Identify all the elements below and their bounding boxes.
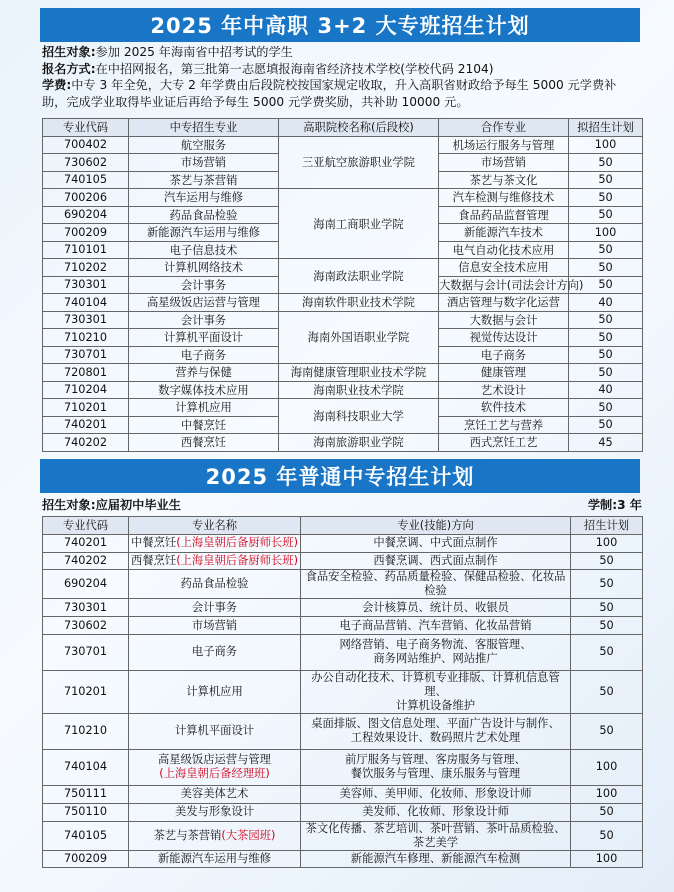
- cell-name: [129, 785, 301, 803]
- cell-college: 海南职业技术学院: [279, 381, 439, 399]
- intro-text: 在中招网报名，第三批第一志愿填报海南省经济技术学校(学校代码 2104): [95, 61, 494, 76]
- cell-code: 730301: [43, 599, 129, 617]
- table-row: [43, 599, 643, 617]
- cell-direction: [301, 850, 571, 868]
- major-note: (上海皇朝后备经理班): [159, 767, 270, 781]
- cell-partner: 汽车检测与维修技术: [439, 189, 569, 207]
- cell-name: [129, 570, 301, 599]
- cell-major: 数字媒体技术应用: [129, 381, 279, 399]
- cell-code: 730602: [43, 617, 129, 635]
- intro-text: 中专 3 年全免，大专 2 年学费由后段院校按国家规定收取，升入高职省财政给予每生 5000 元学费补: [71, 78, 617, 92]
- cell-plan: 50: [571, 713, 643, 749]
- intro-method: [42, 61, 642, 78]
- cell-plan: 50: [569, 189, 643, 207]
- intro-fee: [42, 77, 642, 94]
- cell-plan: 50: [571, 821, 643, 850]
- table-row: [43, 552, 643, 570]
- cell-major: 计算机平面设计: [129, 329, 279, 347]
- major-name: 西餐烹饪: [131, 553, 177, 567]
- cell-partner: 大数据与会计(司法会计方向): [439, 276, 569, 294]
- direction-line: 桌面排版、图文信息处理、平面广告设计与制作、: [311, 717, 560, 731]
- cell-direction: [301, 634, 571, 670]
- header-partner: 合作专业: [439, 119, 569, 137]
- cell-partner: 电子商务: [439, 346, 569, 364]
- major-name: 计算机应用: [186, 684, 243, 698]
- cell-name: [129, 552, 301, 570]
- table-row: [43, 713, 643, 749]
- header-direction: 专业(技能)方向: [301, 517, 571, 535]
- cell-college: 三亚航空旅游职业学院: [279, 136, 439, 189]
- cell-plan: 50: [569, 416, 643, 434]
- table-row: [43, 364, 643, 382]
- cell-major: 药品食品检验: [129, 206, 279, 224]
- cell-name: [129, 713, 301, 749]
- table-row: [43, 311, 643, 329]
- major-name: 计算机平面设计: [174, 724, 255, 738]
- cell-major: 高星级饭店运营与管理: [129, 294, 279, 312]
- direction-line: 计算机设备维护: [395, 698, 476, 712]
- cell-code: 710202: [43, 259, 129, 277]
- direction-line: 新能源汽车修理、新能源汽车检测: [350, 851, 521, 865]
- table-row: [43, 803, 643, 821]
- cell-partner: 市场营销: [439, 154, 569, 172]
- major-name: 电子商务: [191, 645, 238, 659]
- direction-line: 美容师、美甲师、化妆师、形象设计师: [339, 787, 532, 801]
- major-name: 中餐烹饪: [131, 536, 177, 550]
- cell-direction: [301, 552, 571, 570]
- cell-plan: 50: [569, 154, 643, 172]
- cell-plan: 100: [571, 749, 643, 785]
- cell-code: 740104: [43, 749, 129, 785]
- cell-plan: 50: [569, 171, 643, 189]
- cell-partner: 机场运行服务与管理: [439, 136, 569, 154]
- cell-plan: 100: [569, 224, 643, 242]
- cell-code: 740201: [43, 534, 129, 552]
- cell-code: 710101: [43, 241, 129, 259]
- cell-major: 计算机应用: [129, 399, 279, 417]
- cell-code: 730701: [43, 346, 129, 364]
- direction-line: 办公自动化技术、计算机专业排版、计算机信息管理、: [311, 670, 560, 698]
- cell-partner: 健康管理: [439, 364, 569, 382]
- cell-college: 海南科技职业大学: [279, 399, 439, 434]
- cell-plan: 40: [569, 381, 643, 399]
- cell-plan: 100: [571, 850, 643, 868]
- cell-name: [129, 670, 301, 713]
- cell-major: 航空服务: [129, 136, 279, 154]
- cell-plan: 50: [571, 552, 643, 570]
- cell-code: 740202: [43, 552, 129, 570]
- cell-code: 730602: [43, 154, 129, 172]
- cell-code: 710201: [43, 399, 129, 417]
- header-plan: 拟招生计划: [569, 119, 643, 137]
- cell-code: 720801: [43, 364, 129, 382]
- cell-college: 海南健康管理职业技术学院: [279, 364, 439, 382]
- table-row: [43, 785, 643, 803]
- cell-plan: 50: [569, 364, 643, 382]
- cell-college: 海南政法职业学院: [279, 259, 439, 294]
- cell-college: 海南旅游职业学院: [279, 434, 439, 452]
- cell-code: 690204: [43, 206, 129, 224]
- header-college: 高职院校名称(后段校): [279, 119, 439, 137]
- table-row: [43, 749, 643, 785]
- header-code: 专业代码: [43, 517, 129, 535]
- cell-major: 西餐烹饪: [129, 434, 279, 452]
- cell-major: 中餐烹饪: [129, 416, 279, 434]
- intro-label: 报名方式:: [42, 61, 96, 76]
- cell-direction: [301, 599, 571, 617]
- table-row: [43, 821, 643, 850]
- table-row: [43, 399, 643, 417]
- header-plan: 招生计划: [571, 517, 643, 535]
- cell-code: 740104: [43, 294, 129, 312]
- cell-code: 700402: [43, 136, 129, 154]
- major-name: 美发与形象设计: [174, 805, 255, 819]
- table-row: [43, 294, 643, 312]
- direction-line: 工程效果设计、数码照片艺术处理: [350, 731, 521, 745]
- cell-plan: 50: [571, 570, 643, 599]
- cell-partner: 新能源汽车技术: [439, 224, 569, 242]
- cell-major: 营养与保健: [129, 364, 279, 382]
- table-header-row: [43, 517, 643, 535]
- direction-line: 餐饮服务与管理、康乐服务与管理: [350, 767, 521, 781]
- cell-direction: [301, 749, 571, 785]
- cell-name: [129, 617, 301, 635]
- section1-title: 2025 年中高职 3+2 大专班招生计划: [40, 8, 640, 42]
- cell-code: 710204: [43, 381, 129, 399]
- intro-label: 学费:: [42, 78, 72, 92]
- cell-name: [129, 803, 301, 821]
- cell-direction: [301, 534, 571, 552]
- cell-plan: 50: [571, 617, 643, 635]
- cell-code: 710201: [43, 670, 129, 713]
- cell-name: [129, 821, 301, 850]
- major-note: (上海皇朝后备厨师长班): [176, 553, 298, 567]
- cell-name: [129, 749, 301, 785]
- cell-college: 海南软件职业技术学院: [279, 294, 439, 312]
- cell-plan: 50: [571, 634, 643, 670]
- cell-plan: 50: [571, 670, 643, 713]
- major-name: 茶艺与茶营销: [153, 828, 222, 842]
- cell-major: 市场营销: [129, 154, 279, 172]
- major-name: 会计事务: [191, 600, 238, 614]
- cell-major: 会计事务: [129, 276, 279, 294]
- cell-code: 740105: [43, 171, 129, 189]
- intro-text: 参加 2025 年海南省中招考试的学生: [95, 45, 293, 59]
- table-row: [43, 534, 643, 552]
- cell-code: 730301: [43, 311, 129, 329]
- direction-line: 商务网站维护、网站推广: [373, 652, 498, 666]
- cell-plan: 40: [569, 294, 643, 312]
- intro-fee-cont: 助，完成学业取得毕业证后再给予每生 5000 元学费奖励，共补助 10000 元。: [42, 94, 469, 109]
- cell-partner: 西式烹饪工艺: [439, 434, 569, 452]
- cell-code: 700209: [43, 224, 129, 242]
- cell-plan: 100: [571, 785, 643, 803]
- cell-code: 740202: [43, 434, 129, 452]
- table-row: [43, 570, 643, 599]
- cell-plan: 50: [569, 399, 643, 417]
- section2-duration: 学制:3 年: [587, 498, 642, 512]
- table-3plus2-plan: [42, 118, 643, 452]
- cell-plan: 45: [569, 434, 643, 452]
- cell-name: [129, 634, 301, 670]
- cell-plan: 50: [569, 276, 643, 294]
- direction-line: 前厅服务与管理、客房服务与管理、: [345, 753, 526, 767]
- cell-college: 海南工商职业学院: [279, 189, 439, 259]
- cell-code: 740201: [43, 416, 129, 434]
- cell-direction: [301, 617, 571, 635]
- cell-major: 会计事务: [129, 311, 279, 329]
- cell-direction: [301, 570, 571, 599]
- cell-plan: 50: [569, 259, 643, 277]
- cell-code: 750110: [43, 803, 129, 821]
- cell-name: [129, 534, 301, 552]
- cell-major: 电子商务: [129, 346, 279, 364]
- table-row: [43, 634, 643, 670]
- direction-line: 电子商品营销、汽车营销、化妆品营销: [339, 618, 532, 632]
- cell-code: 700206: [43, 189, 129, 207]
- table-row: [43, 434, 643, 452]
- direction-line: 网络营销、电子商务物流、客服管理、: [339, 638, 532, 652]
- cell-direction: [301, 713, 571, 749]
- cell-name: [129, 850, 301, 868]
- cell-plan: 50: [571, 599, 643, 617]
- header-name: 专业名称: [129, 517, 301, 535]
- direction-line: 茶文化传播、茶艺培训、茶叶营销、茶叶品质检验、茶艺美学: [305, 821, 566, 849]
- cell-major: 电子信息技术: [129, 241, 279, 259]
- cell-college: 海南外国语职业学院: [279, 311, 439, 364]
- cell-major: 新能源汽车运用与维修: [129, 224, 279, 242]
- table-row: [43, 259, 643, 277]
- cell-direction: [301, 803, 571, 821]
- intro-target: [42, 44, 642, 61]
- cell-plan: 100: [569, 136, 643, 154]
- direction-line: 中餐烹调、中式面点制作: [373, 536, 498, 550]
- table-row: [43, 136, 643, 154]
- cell-partner: 大数据与会计: [439, 311, 569, 329]
- table-secondary-plan: [42, 516, 643, 868]
- cell-partner: 软件技术: [439, 399, 569, 417]
- intro-label: 招生对象:: [42, 45, 96, 59]
- cell-plan: 50: [569, 311, 643, 329]
- cell-code: 750111: [43, 785, 129, 803]
- table-row: [43, 189, 643, 207]
- cell-major: 茶艺与茶营销: [129, 171, 279, 189]
- cell-major: 计算机网络技术: [129, 259, 279, 277]
- cell-code: 730301: [43, 276, 129, 294]
- cell-code: 710210: [43, 329, 129, 347]
- section1-intro: [42, 44, 642, 110]
- cell-code: 700209: [43, 850, 129, 868]
- cell-plan: 50: [569, 346, 643, 364]
- table-row: [43, 670, 643, 713]
- major-note: (上海皇朝后备厨师长班): [176, 536, 298, 550]
- major-name: 高星级饭店运营与管理: [158, 753, 271, 767]
- major-name: 新能源汽车运用与维修: [158, 851, 271, 865]
- cell-major: 汽车运用与维修: [129, 189, 279, 207]
- cell-plan: 100: [571, 534, 643, 552]
- cell-plan: 50: [569, 329, 643, 347]
- direction-line: 食品安全检验、药品质量检验、保健品检验、化妆品检验: [305, 570, 566, 598]
- major-note: (大茶园班): [221, 828, 276, 842]
- cell-code: 740105: [43, 821, 129, 850]
- cell-partner: 烹饪工艺与营养: [439, 416, 569, 434]
- header-code: 专业代码: [43, 119, 129, 137]
- table-row: [43, 617, 643, 635]
- direction-line: 美发师、化妆师、形象设计师: [362, 805, 509, 819]
- cell-direction: [301, 670, 571, 713]
- section2-target: 招生对象:应届初中毕业生: [42, 498, 181, 512]
- cell-code: 690204: [43, 570, 129, 599]
- cell-partner: 食品药品监督管理: [439, 206, 569, 224]
- cell-code: 730701: [43, 634, 129, 670]
- cell-partner: 视觉传达设计: [439, 329, 569, 347]
- cell-partner: 艺术设计: [439, 381, 569, 399]
- cell-plan: 50: [569, 241, 643, 259]
- cell-code: 710210: [43, 713, 129, 749]
- section2-title: 2025 年普通中专招生计划: [40, 459, 640, 493]
- header-major: 中专招生专业: [129, 119, 279, 137]
- cell-partner: 信息安全技术应用: [439, 259, 569, 277]
- cell-direction: [301, 785, 571, 803]
- cell-partner: 电气自动化技术应用: [439, 241, 569, 259]
- direction-line: 会计核算员、统计员、收银员: [362, 600, 509, 614]
- cell-partner: 茶艺与茶文化: [439, 171, 569, 189]
- cell-plan: 50: [569, 206, 643, 224]
- table-header-row: [43, 119, 643, 137]
- major-name: 市场营销: [191, 618, 238, 632]
- table-row: [43, 850, 643, 868]
- major-name: 药品食品检验: [180, 577, 249, 591]
- cell-name: [129, 599, 301, 617]
- cell-direction: [301, 821, 571, 850]
- major-name: 美容美体艺术: [180, 787, 249, 801]
- direction-line: 西餐烹调、西式面点制作: [373, 553, 498, 567]
- table-row: [43, 381, 643, 399]
- cell-partner: 酒店管理与数字化运营: [439, 294, 569, 312]
- cell-plan: 50: [571, 803, 643, 821]
